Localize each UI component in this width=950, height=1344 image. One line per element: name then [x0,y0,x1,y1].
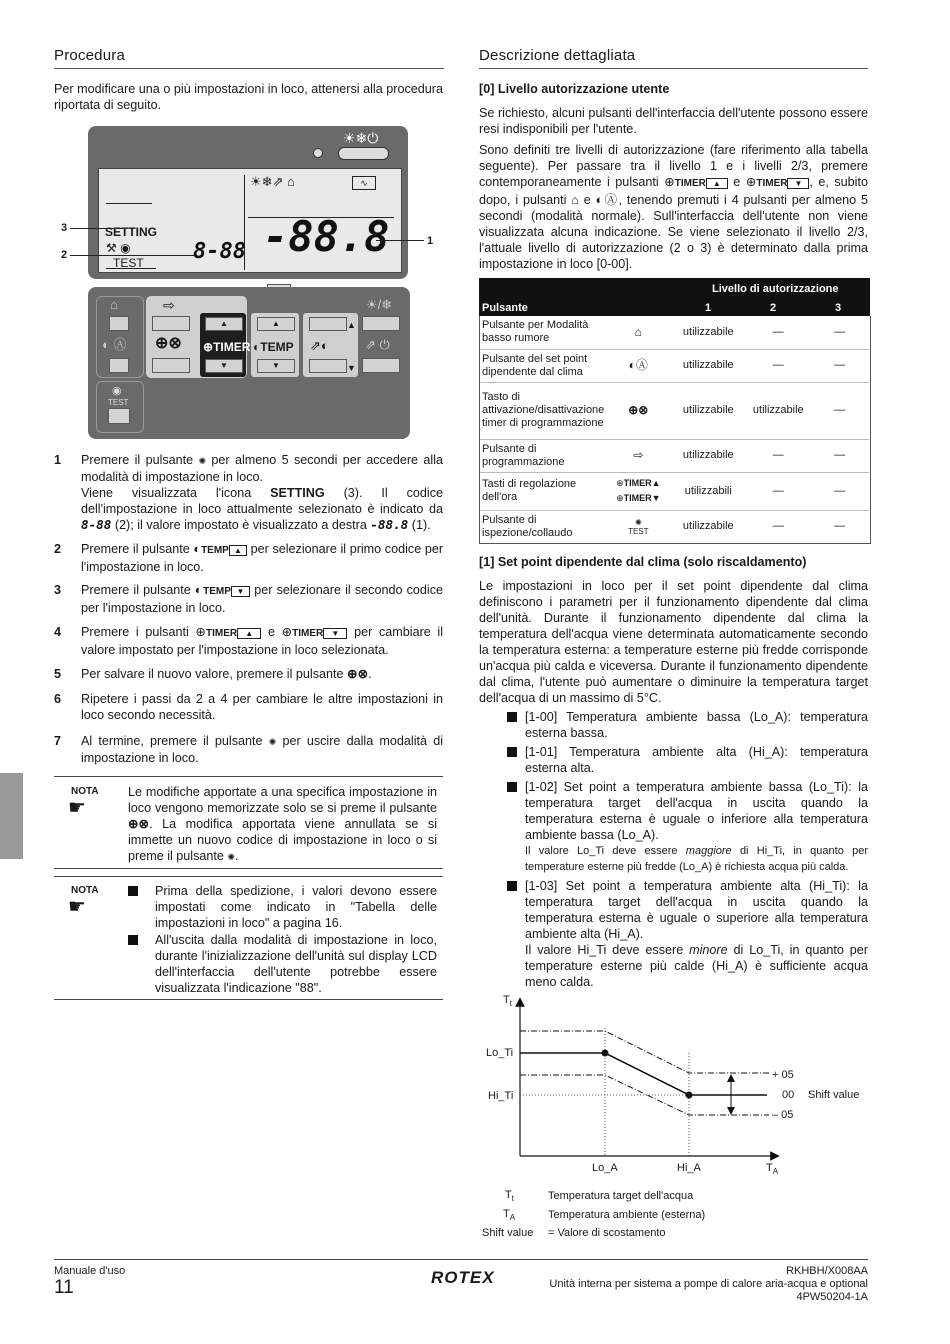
cool-heat-button[interactable] [362,316,400,331]
low-noise-button[interactable] [109,316,129,331]
footer-model: RKHBH/X008AA [786,1265,868,1277]
heater-icon: ∿ [352,176,376,190]
nota1-label: NOTA [71,786,99,797]
power-led [313,148,323,158]
callout-1: 1 [427,235,434,247]
wrench-eye-icon: ⚒ ◉ [106,241,131,255]
setting-label: SETTING [105,225,158,239]
note-hand-icon: ☛ [68,797,86,819]
callout-3: 3 [61,222,68,234]
timer-toggle-icon: ⊕⊗ [606,382,670,439]
table-row: Pulsante per Modalità basso rumore [480,316,606,349]
para-1: Se richiesto, alcuni pulsanti dell'interfaccia dell'utente possono essere resi indisponibili per l'utente. [479,106,868,136]
detail-heading: Descrizione dettagliata [479,47,636,64]
graph-lo-ti: Lo_Ti [486,1047,514,1059]
side-tab [0,773,23,859]
note-lo-ti: Il valore Lo_Ti deve essere maggiore di Hi_Ti, in quanto per temperature esterne più fredde (Lo_A) è richiesta acqua più calda. [525,845,868,873]
bullet-1-02: [1-02] Set point a temperatura ambiente bassa (Lo_Ti): la temperatura target dell'acqua in uscita quando la temperatura esterna è uguale o inferiore alla temperatura ambiente bassa (Lo_A). [507,779,868,875]
legend-ta-text: Temperatura ambiente (esterna) [548,1209,706,1221]
legend-tt-text: Temperatura target dell'acqua [548,1190,694,1202]
footer-manual: Manuale d'uso [54,1265,126,1277]
footer-code: 4PW50204-1A [796,1291,868,1303]
step-6: 6 Ripetere i passi da 2 a 4 per cambiare le altre impostazioni in loco secondo necessità. [54,692,443,722]
step-5: 5 Per salvare il nuovo valore, premere il pulsante ⊕⊗. [54,667,372,681]
dhw-icon: ⇗◐ [310,338,329,353]
footer-desc: Unità interna per sistema a pompe di calore aria-acqua e optional [549,1278,868,1290]
inspection-button[interactable] [108,408,130,424]
table-row: Tasti di regolazione dell'ora [480,472,606,510]
program-icon: ⇨ [606,439,670,472]
callout-2: 2 [61,249,68,261]
auth-col-2: 2 [770,302,777,314]
sub0-heading: [0] Livello autorizzazione utente [479,82,670,96]
para-2: Sono definiti tre livelli di autorizzazione (fare riferimento alla tabella seguente). Per passare tra il livello 1 e i livelli 2/3, premere contemporaneamente i pulsanti ⊕TIMER ▲ e ⊕TIMER ▼ , e, subito dopo, i pulsanti ⌂ e ◐Ⓐ, tenendo premuti i 4 pulsanti per almeno 5 secondi (modalità normale). Sull'interfaccia dell'utente non viene visualizzata alcuna indicazione. Se viene selezionato il livello 2/3, l'attuale livello di autorizzazione (2 o 3) è determinato dalla prima impostazione in loco [0-00]. [479,143,869,271]
lcd-code: 8-88 [193,239,246,264]
lcd-value: -88.8 [263,212,390,261]
timer-up-button[interactable]: ▲ [205,317,243,331]
inspection-icon: ✺ TEST [628,517,649,536]
step-2: 2 Premere il pulsante ◐TEMP ▲ per selezionare il primo codice per l'impostazione in loco. [54,542,444,574]
timer-down-button[interactable]: ▼ [205,359,243,373]
legend-ta: $T_A$ [503,1208,516,1223]
footer-page: 11 [54,1277,74,1298]
step-7: 7 Al termine, premere il pulsante ✺ per uscire dalla modalità di impostazione in loco. [54,734,443,765]
table-row: Tasto di attivazione/disattivazione timer di programmazione [480,382,606,439]
weather-curve-graph [479,990,799,1180]
temp-label: TEMP [260,340,294,354]
dhw-power-button[interactable] [362,358,400,373]
dhw-button-down[interactable] [309,359,347,373]
nota2-item-1: Prima della spedizione, i valori devono essere impostati come indicato in "Tabella delle impostazioni in loco" a pagina 16. [128,883,437,931]
nota1-text: Le modifiche apportate a una specifica impostazione in loco vengono memorizzate solo se si preme il pulsante ⊕⊗. La modifica apportata viene annullata se si immette un nuovo codice di impostazione in loco o si preme il pulsante ✺. [128,785,437,863]
graph-hi-ti: Hi_Ti [488,1090,514,1102]
table-row: Pulsante del set point dipendente dal clima [480,349,606,382]
auth-col-button: Pulsante [482,302,528,314]
note-hi-ti: Il valore Hi_Ti deve essere minore di Lo_Ti, in quanto per temperature esterne più calde (Hi_A) è sufficiente acqua meno calda. [525,943,869,989]
weather-setpoint-icon: ◐Ⓐ [606,349,670,382]
note-hand-icon-2: ☛ [68,896,86,918]
test-button-icon: ✺ [198,456,207,466]
timer-up-down-icon: ⊕TIMER▲ ⊕TIMER▼ [606,472,670,510]
legend-tt: $T_t$ [505,1189,514,1204]
mode-icons: ☀❄⏻ [343,130,379,146]
table-row: Pulsante di ispezione/collaudo [482,513,573,539]
low-noise-icon: ⌂ [606,316,670,349]
auth-col-1: 1 [705,302,712,314]
legend-shift-text: = Valore di scostamento [548,1227,666,1239]
footer-brand-logo: ROTEX [431,1268,495,1287]
graph-minus: – 05 [772,1109,794,1121]
graph-shift: Shift value [808,1089,860,1101]
temp-down-button[interactable]: ▼ [257,359,295,373]
dhw-power-icon: ⇗ ⏻ [365,337,390,352]
graph-plus: + 05 [772,1069,794,1081]
graph-zero: 00 [782,1089,795,1101]
bullet-1-03: [1-03] Set point a temperatura ambiente alta (Hi_Ti): la temperatura target dell'acqua in uscita quando la temperatura esterna è uguale o superiore alla temperatura ambiente alta (Hi_A). [507,878,868,942]
low-noise-icon: ⌂ [110,297,118,312]
weather-setpoint-button[interactable] [109,358,129,373]
timer-toggle-icon: ⊕⊗ [155,335,182,352]
procedure-heading: Procedura [54,47,126,64]
program-button[interactable] [152,316,190,331]
legend-shift: Shift value [482,1227,534,1239]
step-4: 4 Premere i pulsanti ⊕TIMER ▲ e ⊕TIMER ▼ per cambiare il valore impostato per l'impostazione in loco selezionata. [54,625,444,657]
graph-lo-a: Lo_A [592,1162,618,1174]
auth-col-3: 3 [835,302,842,314]
temp-up-button[interactable]: ▲ [257,317,295,331]
graph-y-axis-label: $T_t$ [503,994,512,1009]
test-small-label: TEST [108,398,129,407]
para-3: Le impostazioni in loco per il set point dipendente dal clima definiscono i parametri per il funzionamento dipendente dal clima dell'unità. Durante il funzionamento dipendente dal clima la temperatura dell'acqua viene determinata automaticamente secondo la temperatura esterna: a temperature esterne più fredde corrisponde un'acqua più calda e viceversa. Durante il funzionamento dipendente dal clima, l'utente può aumentare o diminuire la temperatura target dell'acqua di un massimo di 5°C. [479,579,868,705]
lcd-mode-icons: ☀❄⇗ ⌂ [250,174,295,189]
dhw-button-up[interactable] [309,317,347,331]
test-label: TEST [113,256,144,270]
procedure-intro: Per modificare una o più impostazioni in loco, attenersi alla procedura riportata di seguito. [54,82,443,112]
bullet-1-00: [1-00] Temperatura ambiente bassa (Lo_A): temperatura esterna bassa. [507,709,868,741]
auth-table: Pulsante per Modalità basso rumore ⌂ utilizzabile — — Pulsante del set point dipendente dal clima ◐Ⓐ utilizzabile — — Tasto di attivazione/disattivazione timer di programmazione ⊕⊗ utilizzabile utilizzabile — Pulsante di programmazione ⇨ utilizzabile — — Tasti di regolazione dell'ora ⊕TIMER▲ ⊕TIMER▼ utilizzabili — — Pulsante di ispezione/collaudo ✺ TEST utilizzabile — — [480,316,869,543]
step-1: 1 Premere il pulsante ✺ per almeno 5 secondi per accedere alla modalità di impostazione in loco. Viene visualizzata l'icona SETTING (3). Il codice dell'impostazione in loco attualmente selezionato è indicato da 8-88 (2); il valore impostato è visualizzato a destra -88.8 (1). [54,453,444,532]
graph-x-axis-label: $T_A$ [766,1162,779,1177]
nota2-label: NOTA [71,885,99,896]
step-3: 3 Premere il pulsante ◐TEMP ▼ per selezionare il secondo codice per l'impostazione in loco. [54,583,443,615]
nota2-item-2: All'uscita dalla modalità di impostazione in loco, durante l'inizializzazione dell'unità sul display LCD dell'interfaccia dell'utente potrebbe essere visualizzata l'indicazione "88". [128,932,437,996]
cool-heat-icon: ☀/❄ [366,297,393,312]
table-row: Pulsante di programmazione [480,439,606,472]
timer-toggle-button[interactable] [152,358,190,373]
inspection-icon: ◉ [112,385,122,397]
bullet-1-01: [1-01] Temperatura ambiente alta (Hi_A): temperatura esterna alta. [507,744,868,776]
program-icon: ⇨ [163,297,175,313]
sub1-heading: [1] Set point dipendente dal clima (solo riscaldamento) [479,555,807,569]
power-button[interactable] [338,147,389,160]
graph-hi-a: Hi_A [677,1162,701,1174]
auth-group-header: Livello di autorizzazione [712,283,839,295]
weather-setpoint-icon: ◐ Ⓐ [102,337,127,352]
timer-label: TIMER [213,340,251,354]
